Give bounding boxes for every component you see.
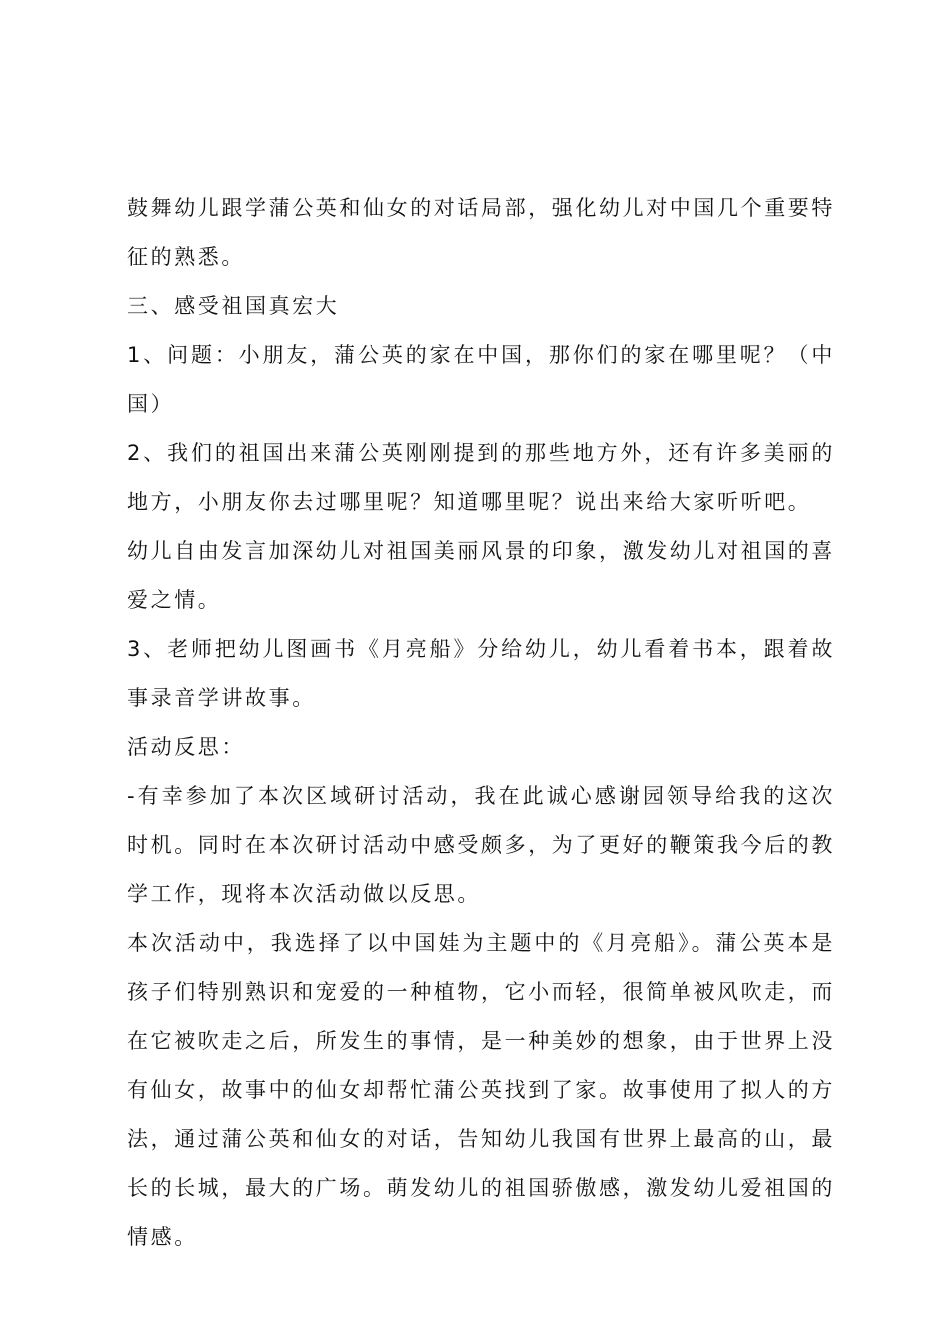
list-item-question: 1、问题：小朋友，蒲公英的家在中国，那你们的家在哪里呢？（中国） — [127, 343, 835, 416]
paragraph-reflection-intro: -有幸参加了本次区域研讨活动，我在此诚心感谢园领导给我的这次时机。同时在本次研讨活动中感受颇多，为了更好的鞭策我今后的教学工作，现将本次活动做以反思。 — [127, 784, 835, 906]
paragraph-free-speech: 幼儿自由发言加深幼儿对祖国美丽风景的印象，激发幼儿对祖国的喜爱之情。 — [127, 539, 835, 612]
list-item-beautiful-places: 2、我们的祖国出来蒲公英刚刚提到的那些地方外，还有许多美丽的地方，小朋友你去过哪里呢？知道哪里呢？说出来给大家听听吧。 — [127, 441, 835, 514]
document-body — [127, 184, 835, 1262]
section-heading-three: 三、感受祖国真宏大 — [127, 294, 340, 318]
list-item-picture-book: 3、老师把幼儿图画书《月亮船》分给幼儿，幼儿看着书本，跟着故事录音学讲故事。 — [127, 637, 835, 710]
paragraph-reflection-body: 本次活动中，我选择了以中国娃为主题中的《月亮船》。蒲公英本是孩子们特别熟识和宠爱的一种植物，它小而轻，很简单被风吹走，而在它被吹走之后，所发生的事情，是一种美妙的想象，由于世界上没有仙女，故事中的仙女却帮忙蒲公英找到了家。故事使用了拟人的方法，通过蒲公英和仙女的对话，告知幼儿我国有世界上最高的山，最长的长城，最大的广场。萌发幼儿的祖国骄傲感，激发幼儿爱祖国的情感。 — [127, 931, 835, 1249]
section-heading-reflection: 活动反思： — [127, 735, 245, 759]
paragraph-encourage-dialogue: 鼓舞幼儿跟学蒲公英和仙女的对话局部，强化幼儿对中国几个重要特征的熟悉。 — [127, 196, 835, 269]
